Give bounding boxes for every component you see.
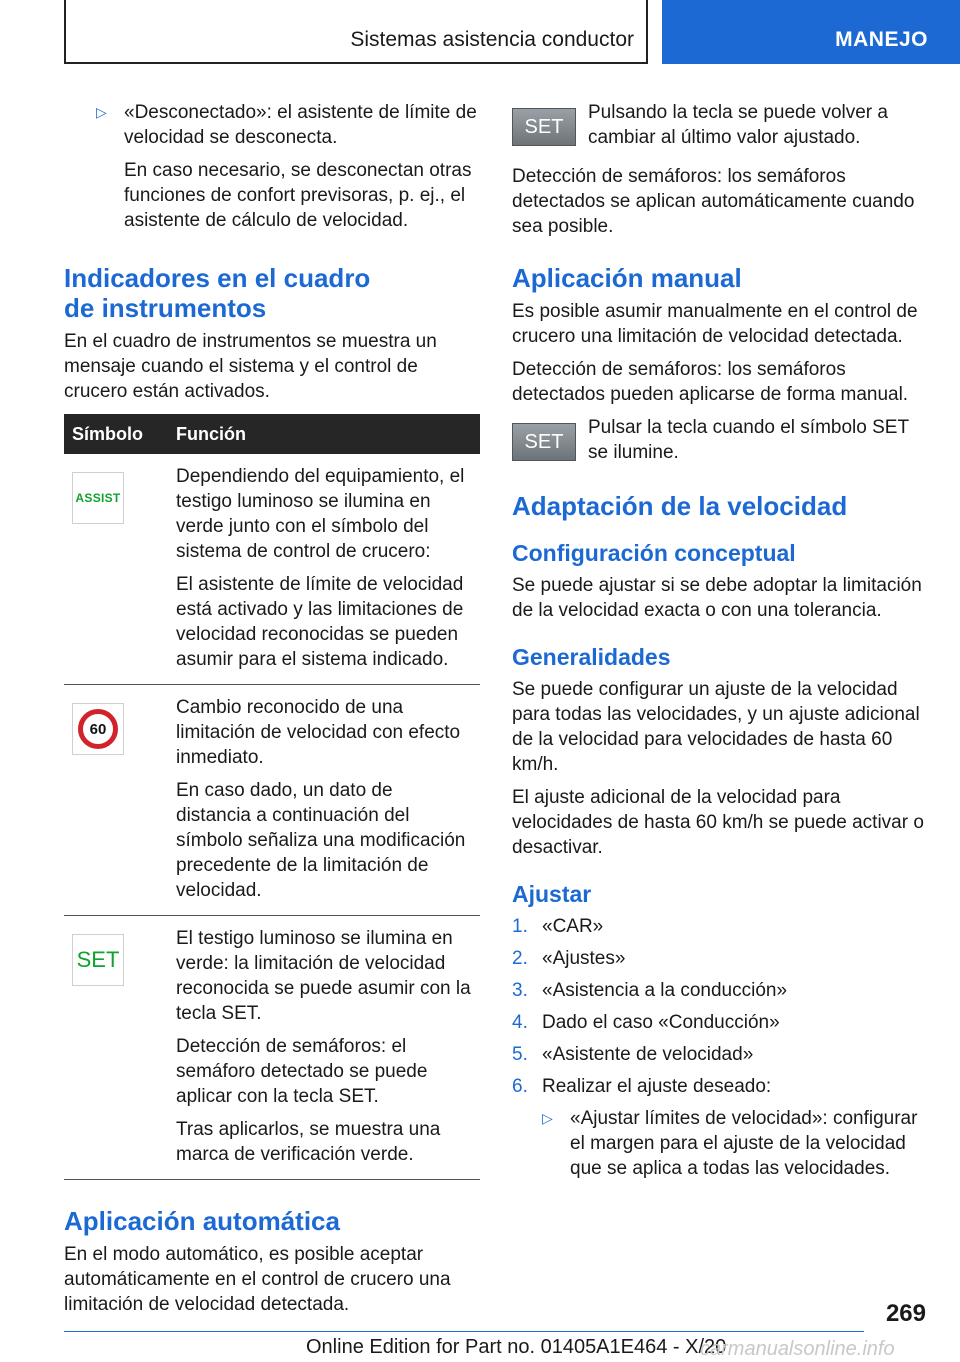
function-text: Detección de semáforos: el semáforo detectado se puede aplicar con la tecla SET. [176,1036,428,1107]
function-text: Dependiendo del equipamiento, el testigo luminoso se ilumina en verde junto con el símbolo del sistema de control de crucero: [176,466,465,562]
config-paragraph: Se puede ajustar si se debe adoptar la limitación de la velocidad exacta o con una tolerancia. [512,575,922,621]
header-chapter-box [64,0,648,64]
triangle-right-icon: ▷ [96,104,107,120]
heading-adapt: Adaptación de la velocidad [512,491,848,521]
chapter-title: Sistemas asistencia conductor [350,28,634,51]
general-paragraph: El ajuste adicional de la velocidad para velocidades de hasta 60 km/h se puede activar o desactivar. [512,787,924,858]
function-text: El testigo luminoso se ilumina en verde: la limitación de velocidad reconocida se puede asumir con la tecla SET. [176,928,471,1024]
table-header-symbol: Símbolo [64,414,168,454]
list-item: 4. Dado el caso «Conducción» [512,1012,780,1033]
bullet-item [64,100,480,150]
watermark: carmanualsonline.info [700,1338,895,1360]
table-row [64,916,480,1180]
assist-indicator-icon: ASSIST [72,472,124,524]
header-section-tab [662,0,960,64]
table-cell-function [168,916,480,1180]
steps-list [512,914,926,1099]
function-text: El asistente de límite de velocidad está activado y las limitaciones de velocidad reconocidas se pueden asumir para el sistema indicado. [176,574,464,670]
left-column [64,100,480,1325]
sub-bullet: ▷ «Ajustar límites de velocidad»: configurar el margen para el ajuste de la velocidad que se aplica a todas las velocidades. [542,1108,918,1179]
table-header-function: Función [168,414,480,454]
section-label: MANEJO [835,28,928,51]
auto-paragraph: En el modo automático, es posible aceptar automáticamente en el control de crucero una limitación de velocidad detectada. [64,1244,451,1315]
table-row [64,685,480,916]
footer-rule [64,1331,864,1332]
function-text: Cambio reconocido de una limitación de velocidad con efecto inmediato. [176,697,461,768]
set-key-icon: SET [512,108,576,146]
set-indicator-icon: SET [72,934,124,986]
bullet-continuation: En caso necesario, se desconectan otras funciones de confort previsoras, p. ej., el asistente de cálculo de velocidad. [124,160,472,231]
symbol-table [64,414,480,1180]
right-column [512,100,926,1189]
table-cell-function [168,685,480,916]
key-text: Pulsar la tecla cuando el símbolo SET se ilumine. [588,417,909,463]
table-cell-symbol [64,685,168,916]
footer-edition: Online Edition for Part no. 01405A1E464 - X/20 [306,1336,727,1358]
semaforos-paragraph: Detección de semáforos: los semáforos detectados se aplican automáticamente cuando sea posible. [512,166,915,237]
semaforos-paragraph: Detección de semáforos: los semáforos detectados pueden aplicarse de forma manual. [512,359,909,405]
key-instruction [512,100,926,156]
table-cell-symbol [64,454,168,685]
table-row [64,454,480,685]
list-item: 6. Realizar el ajuste deseado: [512,1076,772,1097]
heading-config: Configuración conceptual [512,540,796,566]
set-key-icon: SET [512,423,576,461]
function-text: En caso dado, un dato de distancia a continuación del símbolo señaliza una modificación precedente de la limitación de velocidad. [176,780,466,901]
function-text: Tras aplicarlos, se muestra una marca de verificación verde. [176,1119,441,1165]
list-item: 1. «CAR» [512,916,604,937]
indicators-paragraph: En el cuadro de instrumentos se muestra un mensaje cuando el sistema y el control de crucero están activados. [64,331,437,402]
heading-indicators: Indicadores en el cuadro de instrumentos [64,263,371,323]
triangle-right-icon: ▷ [542,1110,553,1126]
key-instruction [512,415,926,471]
general-paragraph: Se puede configurar un ajuste de la velocidad para todas las velocidades, y un ajuste adicional de la velocidad para velocidades de hasta 60 km/h. [512,679,920,775]
list-item: 5. «Asistente de velocidad» [512,1044,754,1065]
heading-auto: Aplicación automática [64,1206,340,1236]
list-item: 3. «Asistencia a la conducción» [512,980,788,1001]
heading-general: Generalidades [512,644,671,670]
bullet-text: «Desconectado»: el asistente de límite de velocidad se desconecta. [124,102,477,148]
manual-paragraph: Es posible asumir manualmente en el control de crucero una limitación de velocidad detectada. [512,301,918,347]
table-cell-function [168,454,480,685]
page-number: 269 [885,1300,926,1327]
key-text: Pulsando la tecla se puede volver a cambiar al último valor ajustado. [588,102,888,148]
heading-ajustar: Ajustar [512,881,592,907]
speed-limit-60-icon: 60 [72,703,124,755]
heading-manual: Aplicación manual [512,263,742,293]
list-item: 2. «Ajustes» [512,948,626,969]
table-cell-symbol [64,916,168,1180]
